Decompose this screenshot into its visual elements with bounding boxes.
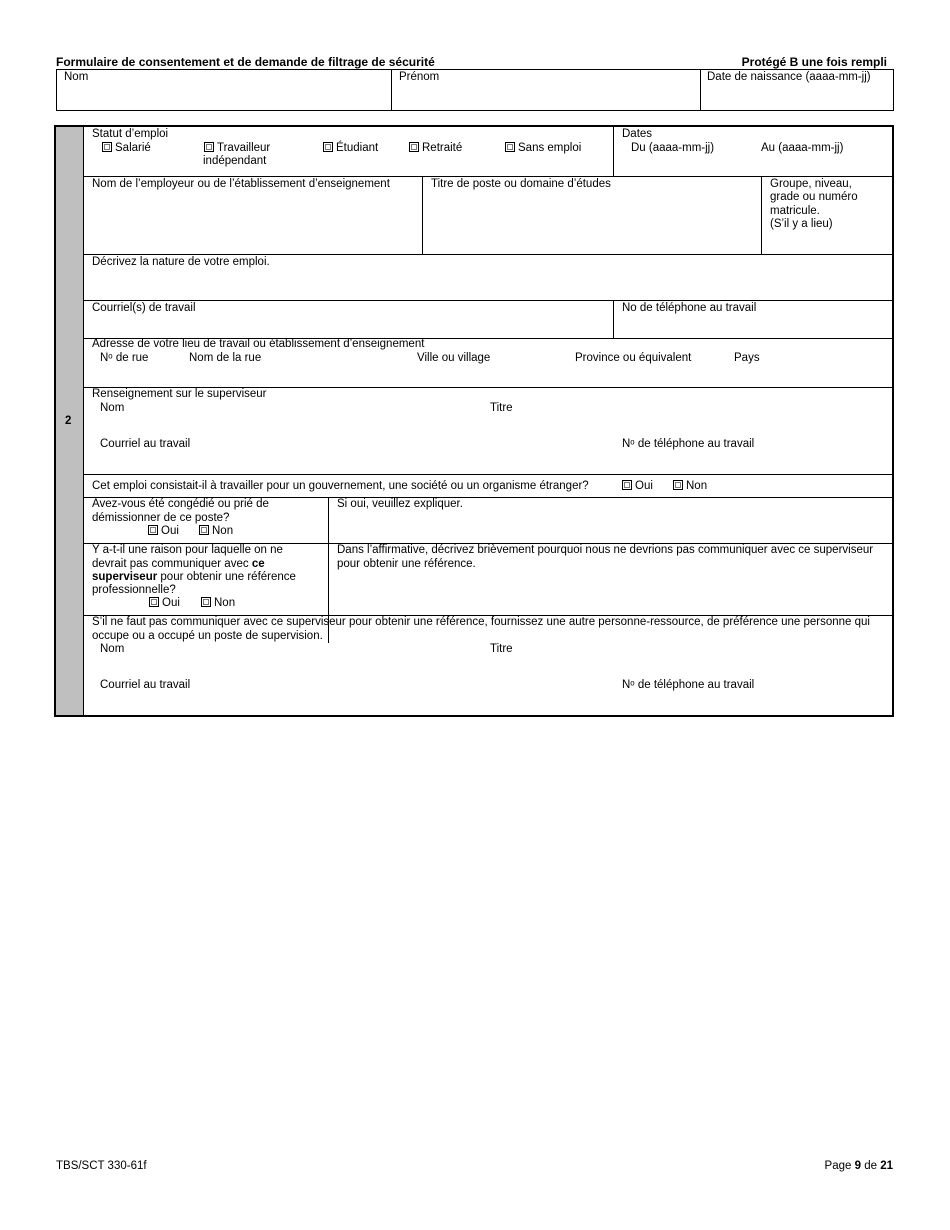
du-date-input[interactable] — [625, 157, 750, 175]
nom-rue-label: Nom de la rue — [189, 352, 262, 364]
checkbox-icon — [102, 142, 112, 152]
raison-question-line4: professionnelle? — [92, 584, 176, 596]
dates-label: Dates — [622, 128, 653, 140]
sup-telephone-input[interactable] — [620, 453, 888, 471]
alt-telephone-label: Nᵒ de téléphone au travail — [622, 679, 755, 691]
conge-non-checkbox[interactable]: Non — [199, 525, 233, 539]
autre-contact-instructions: S’il ne faut pas communiquer avec ce superviseur pour obtenir une référence, fournissez une autre personne-ressource, de préférence une personne qui occupe ou a occupé un poste de supervision. — [92, 616, 870, 642]
alt-nom-label: Nom — [100, 643, 125, 655]
alt-courriel-label: Courriel au travail — [100, 679, 191, 691]
du-date-label: Du (aaaa-mm-jj) — [631, 142, 715, 154]
courriel-travail-input[interactable] — [86, 317, 610, 336]
sup-nom-label: Nom — [100, 402, 125, 414]
raison-explain-label: Dans l’affirmative, décrivez brièvement pourquoi nous ne devrions pas communiquer avec ce superviseur pour obtenir une référence. — [337, 544, 874, 570]
checkbox-icon — [505, 142, 515, 152]
superviseur-label: Renseignement sur le superviseur — [92, 388, 267, 400]
au-date-label: Au (aaaa-mm-jj) — [761, 142, 844, 154]
adresse-label: Adresse de votre lieu de travail ou établissement d’enseignement — [92, 338, 425, 350]
etranger-oui-checkbox[interactable]: Oui — [622, 480, 653, 494]
no-rue-label: Nᵒ de rue — [100, 352, 149, 364]
raison-oui-checkbox[interactable]: Oui — [149, 597, 180, 611]
statut-salarie-checkbox[interactable]: Salarié — [102, 142, 151, 156]
au-date-input[interactable] — [755, 157, 890, 175]
nature-emploi-label: Décrivez la nature de votre emploi. — [92, 256, 270, 268]
raison-question-line2: devrait pas communiquer avec ce — [92, 558, 265, 570]
checkbox-icon — [673, 480, 683, 490]
classification-label: Protégé B une fois rempli — [741, 55, 887, 69]
conge-question-line2: démissionner de ce poste? — [92, 512, 230, 524]
sup-courriel-label: Courriel au travail — [100, 438, 191, 450]
checkbox-icon — [149, 597, 159, 607]
raison-non-checkbox[interactable]: Non — [201, 597, 235, 611]
ville-label: Ville ou village — [417, 352, 491, 364]
checkbox-icon — [622, 480, 632, 490]
checkbox-icon — [201, 597, 211, 607]
titre-poste-label: Titre de poste ou domaine d’études — [431, 178, 611, 190]
conge-question-line1: Avez-vous été congédié ou prié de — [92, 498, 269, 510]
alt-telephone-input[interactable] — [620, 694, 888, 712]
groupe-label-line3: matricule. — [770, 205, 820, 217]
checkbox-icon — [323, 142, 333, 152]
raison-question-line1: Y a-t-il une raison pour laquelle on ne — [92, 544, 283, 556]
courriel-travail-label: Courriel(s) de travail — [92, 302, 196, 314]
adresse-input[interactable] — [86, 367, 890, 386]
date-naissance-label: Date de naissance (aaaa-mm-jj) — [707, 71, 871, 83]
section-number: 2 — [65, 415, 72, 427]
conge-explain-label: Si oui, veuillez expliquer. — [337, 498, 463, 510]
statut-retraite-checkbox[interactable]: Retraité — [409, 142, 462, 156]
form-code: TBS/SCT 330-61f — [56, 1160, 147, 1172]
province-label: Province ou équivalent — [575, 352, 692, 364]
statut-etudiant-checkbox[interactable]: Étudiant — [323, 142, 378, 156]
sup-telephone-label: Nᵒ de téléphone au travail — [622, 438, 755, 450]
prenom-input[interactable] — [392, 86, 699, 110]
checkbox-icon — [409, 142, 419, 152]
prenom-field-label: Prénom — [399, 71, 440, 83]
nom-field-label: Nom — [64, 71, 89, 83]
titre-poste-input[interactable] — [425, 194, 758, 252]
sup-nom-input[interactable] — [98, 417, 478, 435]
sup-titre-label: Titre — [490, 402, 513, 414]
groupe-label-line4: (S’il y a lieu) — [770, 218, 833, 230]
raison-question-line3: superviseur pour obtenir une référence — [92, 571, 296, 583]
statut-travailleur-checkbox[interactable]: Travailleur — [204, 142, 270, 156]
checkbox-icon — [199, 525, 209, 535]
page-number: Page 9 de 21 — [824, 1160, 893, 1172]
employeur-input[interactable] — [86, 194, 420, 252]
sup-titre-input[interactable] — [488, 417, 888, 435]
checkbox-icon — [204, 142, 214, 152]
etranger-non-checkbox[interactable]: Non — [673, 480, 707, 494]
telephone-travail-label: No de téléphone au travail — [622, 302, 757, 314]
nom-input[interactable] — [57, 86, 390, 110]
date-naissance-input[interactable] — [701, 86, 893, 110]
etranger-question: Cet emploi consistait-il à travailler pour un gouvernement, une société ou un organisme étranger? — [92, 480, 589, 492]
statut-sans-emploi-checkbox[interactable]: Sans emploi — [505, 142, 581, 156]
employeur-label: Nom de l’employeur ou de l’établissement d’enseignement — [92, 178, 390, 190]
conge-explain-input[interactable] — [331, 514, 890, 541]
alt-courriel-input[interactable] — [98, 694, 608, 712]
nature-emploi-input[interactable] — [86, 272, 890, 299]
telephone-travail-input[interactable] — [616, 317, 890, 336]
statut-travailleur-label-2: indépendant — [203, 155, 267, 167]
groupe-label-line2: grade ou numéro — [770, 191, 858, 203]
alt-titre-label: Titre — [490, 643, 513, 655]
form-title: Formulaire de consentement et de demande de filtrage de sécurité — [56, 55, 435, 69]
sup-courriel-input[interactable] — [98, 453, 608, 471]
alt-titre-input[interactable] — [488, 658, 888, 676]
groupe-label-line1: Groupe, niveau, — [770, 178, 852, 190]
alt-nom-input[interactable] — [98, 658, 478, 676]
pays-label: Pays — [734, 352, 760, 364]
conge-oui-checkbox[interactable]: Oui — [148, 525, 179, 539]
checkbox-icon — [148, 525, 158, 535]
statut-label: Statut d’emploi — [92, 128, 169, 140]
